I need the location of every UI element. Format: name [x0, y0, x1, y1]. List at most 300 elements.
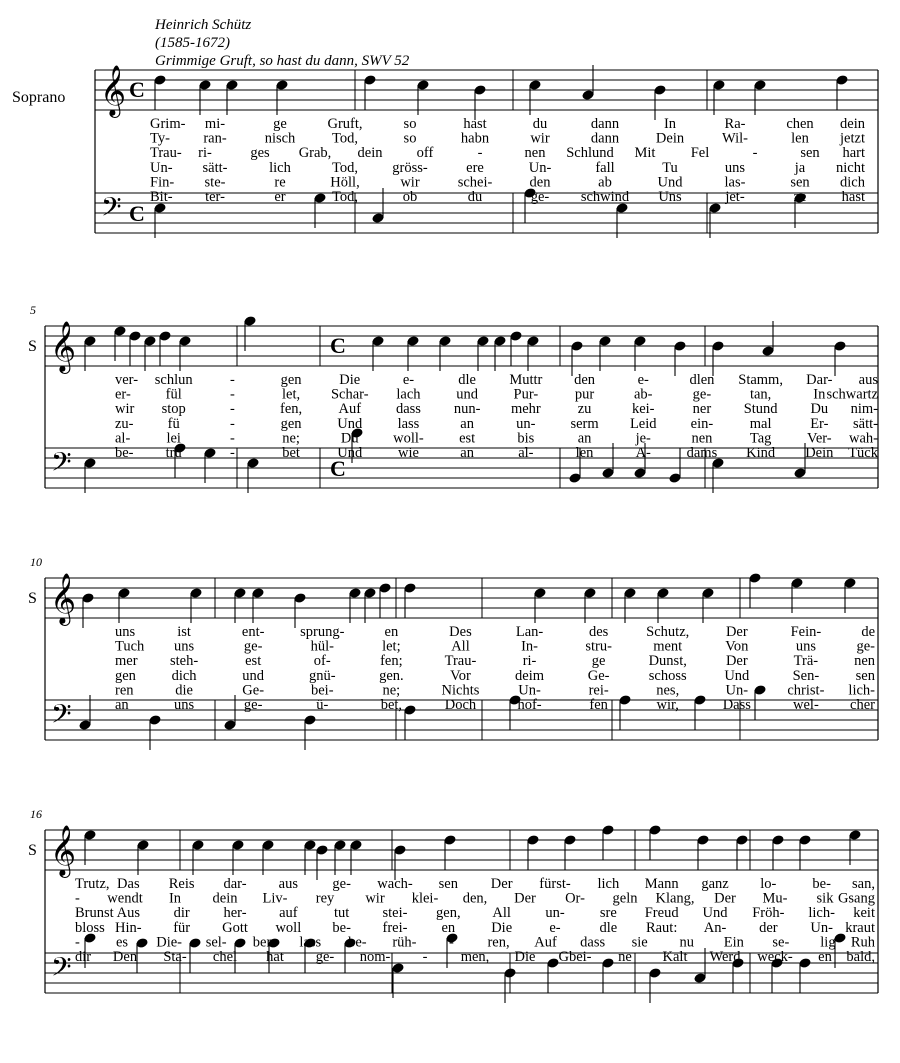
- lyric-syllable: die: [175, 682, 193, 699]
- lyric-syllable: rüh-: [392, 934, 417, 951]
- lyric-syllable: ter-: [205, 189, 225, 205]
- lyric-syllable: wendt: [107, 890, 143, 907]
- lyric-syllable: Sta-: [163, 949, 187, 965]
- lyric-syllable: All: [492, 905, 511, 922]
- lyric-syllable: ge-: [856, 638, 875, 655]
- lyric-syllable: Gott: [222, 919, 248, 936]
- lyric-syllable: len: [575, 445, 594, 461]
- lyric-syllable: bloss: [75, 919, 105, 936]
- lyric-syllable: mer: [115, 653, 138, 670]
- lyric-syllable: ü-: [316, 697, 329, 713]
- lyric-syllable: chel: [212, 949, 238, 965]
- lyric-syllable: Bit-: [150, 189, 173, 205]
- lyric-syllable: wir: [530, 130, 550, 147]
- lyric-syllable: be-: [115, 445, 134, 461]
- lyric-syllable: nim-: [850, 401, 878, 418]
- lyric-syllable: ges: [250, 145, 270, 162]
- lyric-syllable: -: [75, 934, 80, 951]
- lyric-syllable: sre: [599, 905, 617, 922]
- lyric-syllable: bet: [282, 445, 300, 461]
- lyric-syllable: Freud: [644, 905, 679, 922]
- lyric-syllable: e-: [549, 919, 561, 936]
- lyric-syllable: Un-: [810, 919, 833, 936]
- lyric-syllable: dass: [580, 934, 606, 951]
- lyric-syllable: Die: [491, 919, 513, 936]
- lyric-syllable: e-: [402, 372, 415, 388]
- lyric-syllable: Des: [449, 624, 472, 640]
- lyric-syllable: Wil-: [722, 130, 748, 147]
- lyric-syllable: uns: [724, 159, 746, 176]
- lyric-syllable: ge-: [530, 189, 550, 205]
- lyric-syllable: Ra-: [724, 116, 746, 132]
- lyric-syllable: dar-: [223, 876, 247, 892]
- lyric-syllable: stru-: [585, 638, 612, 655]
- lyric-syllable: kraut: [845, 919, 875, 936]
- lyric-syllable: In: [168, 890, 182, 907]
- lyric-syllable: wir: [115, 401, 135, 418]
- lyric-syllable: fen,: [280, 401, 303, 418]
- lyric-syllable: al-: [115, 430, 131, 447]
- lyric-syllable: Tod,: [332, 159, 358, 176]
- lyric-syllable: -: [75, 890, 80, 907]
- lyric-syllable: An-: [703, 919, 727, 936]
- lyric-syllable: sen: [790, 174, 810, 191]
- lyric-syllable: er-: [115, 386, 131, 403]
- lyric-syllable: sen: [438, 876, 459, 892]
- lyric-syllable: ob: [402, 189, 418, 205]
- lyric-syllable: ver-: [115, 372, 139, 388]
- lyric-syllable: des: [588, 624, 609, 640]
- lyric-syllable: Un-: [518, 682, 541, 699]
- lyric-syllable: christ-: [787, 682, 825, 699]
- bass-clef: 𝄢: [51, 952, 72, 988]
- lyric-syllable: Tück: [848, 445, 878, 461]
- lyric-syllable: Aus: [116, 905, 141, 922]
- lyric-syllable: Der: [725, 624, 748, 640]
- lyric-syllable: Und: [337, 415, 363, 432]
- lyric-syllable: All: [451, 638, 470, 655]
- lyric-syllable: woll: [275, 919, 302, 936]
- lyric-syllable: ere: [466, 159, 484, 176]
- lyric-syllable: nu: [679, 934, 695, 951]
- lyric-syllable: wir: [365, 890, 385, 907]
- lyric-syllable: Von: [725, 638, 749, 655]
- lyric-syllable: wel-: [793, 697, 819, 713]
- lyric-syllable: ab-: [633, 386, 653, 403]
- lyric-syllable: lich-: [848, 682, 875, 699]
- lyric-syllable: ri-: [522, 653, 537, 670]
- lyric-syllable: bet,: [380, 697, 403, 713]
- lyric-syllable: schoss: [648, 667, 687, 684]
- lyric-syllable: ren,: [487, 934, 510, 951]
- bass-clef: 𝄢: [101, 192, 122, 228]
- lyric-syllable: hül-: [310, 638, 334, 655]
- lyric-syllable: Die: [514, 949, 536, 965]
- lyric-syllable: je-: [635, 430, 651, 447]
- lyric-syllable: uns: [115, 624, 136, 640]
- lyric-syllable: las-: [724, 174, 746, 191]
- lyric-syllable: Pur-: [513, 386, 539, 403]
- lyric-syllable: gen: [280, 415, 302, 432]
- lyric-syllable: In: [813, 386, 826, 403]
- lyric-syllable: nen: [854, 653, 875, 670]
- lyric-syllable: Trau-: [444, 653, 477, 670]
- lyric-syllable: Und: [702, 905, 728, 922]
- lyric-syllable: Kind: [746, 445, 776, 461]
- lyric-syllable: Ge-: [242, 682, 265, 699]
- lyric-syllable: dle: [458, 372, 477, 388]
- lyric-syllable: ner: [692, 401, 712, 418]
- lyric-syllable: Der: [714, 890, 736, 907]
- lyric-syllable: aus: [278, 876, 299, 892]
- lyric-syllable: Dein: [655, 130, 685, 147]
- lyric-syllable: Ver-: [806, 430, 832, 447]
- lyric-syllable: ren: [115, 682, 134, 699]
- lyric-syllable: Den: [112, 949, 138, 965]
- lyric-syllable: Tuch: [115, 638, 145, 655]
- lyric-syllable: der: [759, 919, 778, 936]
- lyric-syllable: an: [115, 697, 129, 713]
- lyric-syllable: Gbei-: [558, 949, 592, 965]
- lyric-syllable: Grim-: [150, 116, 186, 132]
- lyric-syllable: serm: [570, 415, 599, 432]
- lyric-syllable: Brunst: [75, 905, 114, 922]
- lyric-syllable: Muttr: [509, 372, 543, 388]
- lyric-syllable: fü: [167, 415, 180, 432]
- lyric-syllable: an: [577, 430, 592, 447]
- lyric-syllable: er: [274, 189, 286, 205]
- lyric-syllable: al-: [518, 445, 534, 461]
- lyric-syllable: dein: [840, 116, 865, 132]
- lyric-syllable: lass: [397, 415, 420, 432]
- lyric-syllable: lich-: [808, 905, 835, 922]
- lyric-syllable: en: [384, 624, 399, 640]
- lyric-syllable: klei-: [411, 890, 439, 907]
- lyric-syllable: schlun: [154, 372, 193, 388]
- lyric-syllable: so: [403, 116, 417, 132]
- measure-number: 16: [30, 807, 42, 821]
- lyric-syllable: Tag: [749, 430, 772, 447]
- lyric-syllable: Raut:: [645, 919, 678, 936]
- lyric-syllable: hat: [266, 949, 284, 965]
- lyric-syllable: A-: [635, 445, 651, 461]
- lyric-syllable: en: [818, 949, 832, 965]
- lyric-syllable: lass: [299, 934, 322, 951]
- lyric-syllable: sel-: [205, 934, 227, 951]
- lyric-syllable: Tod,: [332, 189, 358, 205]
- lyric-syllable: woll-: [393, 430, 424, 447]
- lyric-syllable: Der: [490, 876, 513, 892]
- lyric-syllable: steh-: [169, 653, 199, 670]
- lyric-syllable: an: [460, 415, 474, 432]
- instrument-label: Soprano: [12, 89, 66, 106]
- lyric-syllable: keit: [853, 905, 875, 922]
- lyric-syllable: Schar-: [330, 386, 369, 403]
- lyric-syllable: rey: [315, 890, 335, 907]
- lyric-syllable: Fröh-: [752, 905, 785, 922]
- lyric-syllable: un-: [545, 905, 565, 922]
- lyric-syllable: Trutz,: [75, 876, 110, 892]
- lyric-syllable: du: [467, 189, 483, 205]
- lyric-syllable: dlen: [689, 372, 715, 388]
- lyric-syllable: Vor: [450, 667, 471, 684]
- bass-clef: 𝄢: [51, 699, 72, 735]
- lyric-syllable: nisch: [264, 130, 296, 147]
- lyric-syllable: Tu: [662, 159, 678, 176]
- lyric-syllable: wie: [397, 445, 419, 461]
- lyric-syllable: trü: [165, 445, 182, 461]
- lyric-syllable: den,: [462, 890, 488, 907]
- lyric-syllable: zu: [577, 401, 592, 418]
- lyric-syllable: ist: [177, 624, 191, 640]
- lyric-syllable: Ein: [723, 934, 744, 951]
- lyric-syllable: jet-: [725, 189, 745, 205]
- lyric-syllable: so: [403, 130, 417, 147]
- lyric-syllable: ne: [618, 949, 632, 965]
- lyric-syllable: Ge-: [587, 667, 610, 684]
- lyric-syllable: Un-: [725, 682, 749, 699]
- lyric-syllable: be-: [812, 876, 831, 892]
- lyric-syllable: Auf: [534, 934, 557, 951]
- lyric-syllable: nom-: [359, 949, 391, 965]
- instrument-abbrev: S: [28, 590, 37, 607]
- lyric-syllable: Schlund: [566, 145, 614, 162]
- lyric-syllable: Und: [337, 445, 363, 461]
- lyric-syllable: Die: [339, 372, 361, 388]
- lyric-syllable: fen: [589, 697, 608, 713]
- lyric-syllable: Der: [725, 653, 748, 670]
- lyric-syllable: fall: [595, 159, 615, 176]
- lyric-syllable: hast: [463, 116, 487, 132]
- lyric-syllable: dass: [395, 401, 421, 418]
- lyric-syllable: dir: [173, 905, 190, 922]
- lyric-syllable: uns: [174, 697, 195, 713]
- lyric-syllable: für: [173, 919, 191, 936]
- lyric-syllable: gröss-: [392, 159, 428, 176]
- lyric-syllable: Leid: [629, 415, 657, 432]
- lyric-syllable: dich: [840, 174, 865, 191]
- instrument-abbrev: S: [28, 338, 37, 355]
- time-signature: C: [129, 201, 145, 226]
- lyric-syllable: len: [791, 130, 809, 147]
- lyric-syllable: lich: [269, 159, 291, 176]
- lyric-syllable: mehr: [510, 401, 541, 418]
- lyric-syllable: ne;: [382, 682, 401, 699]
- lyric-syllable: Du: [810, 401, 829, 418]
- lyric-syllable: Klang,: [655, 890, 695, 907]
- lyric-syllable: mal: [749, 415, 772, 432]
- lyric-syllable: gen: [115, 667, 136, 684]
- lyric-syllable: e-: [637, 372, 649, 388]
- treble-clef: 𝄞: [50, 826, 77, 875]
- lyric-syllable: Der: [514, 890, 536, 907]
- lyric-syllable: du: [532, 116, 548, 132]
- lyric-syllable: frei-: [382, 919, 408, 936]
- lyric-syllable: In: [663, 116, 677, 132]
- time-signature: C: [129, 77, 145, 102]
- lyric-syllable: men,: [460, 949, 490, 965]
- lyric-syllable: en: [441, 919, 456, 936]
- lyric-syllable: kei-: [631, 401, 655, 418]
- lyric-syllable: Doch: [444, 697, 477, 713]
- piece-title: Grimmige Gruft, so hast du dann, SWV 52: [155, 53, 410, 69]
- lyric-syllable: Stamm,: [738, 372, 783, 388]
- lyric-syllable: Gsang: [837, 890, 875, 907]
- lyric-syllable: Dar-: [806, 372, 833, 388]
- lyric-syllable: Nichts: [441, 682, 480, 699]
- lyric-syllable: uns: [174, 638, 195, 655]
- lyric-syllable: Die-: [156, 934, 183, 951]
- lyric-syllable: ganz: [701, 876, 729, 892]
- lyric-syllable: est: [245, 653, 262, 670]
- lyric-syllable: Uns: [658, 189, 682, 205]
- lyric-syllable: nes,: [656, 682, 680, 699]
- lyric-syllable: -: [229, 445, 235, 461]
- lyric-syllable: dein: [212, 890, 238, 907]
- lyric-syllable: -: [229, 430, 235, 447]
- lyric-syllable: ge-: [243, 697, 263, 713]
- lyric-syllable: pur: [574, 386, 595, 403]
- lyric-syllable: Mann: [644, 876, 679, 892]
- lyric-syllable: -: [752, 145, 758, 162]
- lyric-syllable: se-: [772, 934, 790, 951]
- lyric-syllable: Und: [724, 667, 750, 684]
- lyric-syllable: weck-: [757, 949, 793, 965]
- lyric-syllable: fen;: [380, 653, 403, 670]
- lyric-syllable: her-: [223, 905, 247, 922]
- lyric-syllable: es: [116, 934, 129, 951]
- lyric-syllable: Schutz,: [646, 624, 690, 640]
- lyric-syllable: Mit: [634, 145, 656, 162]
- lyric-syllable: deim: [515, 667, 545, 684]
- lyric-syllable: tut: [334, 905, 350, 922]
- lyric-syllable: Kalt: [662, 949, 688, 965]
- lyric-syllable: Dass: [722, 697, 751, 713]
- lyric-syllable: ein-: [690, 415, 714, 432]
- lyric-syllable: bald,: [846, 949, 875, 965]
- lyric-syllable: nun-: [453, 401, 481, 418]
- lyric-syllable: stei-: [382, 905, 408, 922]
- lyric-syllable: Trä-: [793, 653, 819, 670]
- lyric-syllable: an: [460, 445, 474, 461]
- lyric-syllable: gen,: [436, 905, 461, 922]
- lyric-syllable: Grab,: [298, 145, 332, 162]
- lyric-syllable: nicht: [836, 159, 865, 176]
- lyric-syllable: sätt-: [202, 159, 228, 176]
- lyric-syllable: un-: [516, 415, 536, 432]
- time-signature: C: [330, 456, 346, 481]
- lyric-syllable: ge: [591, 653, 606, 670]
- lyric-syllable: -: [229, 415, 235, 432]
- lyric-syllable: dle: [599, 919, 618, 936]
- composer-name: Heinrich Schütz: [155, 17, 252, 33]
- lyric-syllable: nen: [524, 145, 546, 162]
- lyric-syllable: sik: [816, 890, 834, 907]
- lyric-syllable: gnü-: [308, 667, 336, 684]
- lyric-syllable: stop: [161, 401, 186, 418]
- lyric-syllable: gen.: [379, 667, 404, 684]
- lyric-syllable: de: [861, 624, 875, 640]
- lyric-syllable: Un-: [528, 159, 552, 176]
- lyric-syllable: wir,: [656, 697, 679, 713]
- lyric-syllable: bei-: [310, 682, 334, 699]
- lyric-syllable: Werd: [709, 949, 741, 965]
- lyric-syllable: wach-: [377, 876, 413, 892]
- lyric-syllable: -: [229, 401, 235, 418]
- lyric-syllable: gen: [280, 372, 302, 388]
- lyric-syllable: nen: [691, 430, 713, 447]
- lyric-syllable: Fel: [690, 145, 710, 162]
- lyric-syllable: Un-: [150, 159, 173, 176]
- lyric-syllable: lich: [597, 876, 620, 892]
- lyric-syllable: ent-: [241, 624, 265, 640]
- lyric-syllable: Or-: [565, 890, 585, 907]
- lyric-syllable: bis: [517, 430, 535, 447]
- lyric-syllable: ge-: [315, 949, 335, 965]
- lyric-syllable: -: [422, 949, 428, 965]
- lyric-syllable: hof-: [517, 697, 542, 713]
- lyric-syllable: jetzt: [840, 130, 865, 147]
- lyric-syllable: Er-: [810, 415, 829, 432]
- lyric-syllable: Reis: [168, 876, 195, 892]
- lyric-syllable: est: [459, 430, 476, 447]
- lyric-syllable: Höll,: [330, 174, 360, 191]
- lyric-syllable: ze: [793, 189, 807, 205]
- treble-clef: 𝄞: [50, 322, 77, 371]
- lyric-syllable: Fein-: [790, 624, 822, 640]
- lyric-syllable: schwartz: [826, 386, 878, 403]
- lyric-syllable: und: [242, 667, 265, 684]
- measure-number: 5: [30, 303, 36, 317]
- lyric-syllable: Dein: [805, 445, 834, 461]
- lyric-syllable: ben: [252, 934, 274, 951]
- lyric-syllable: auf: [279, 905, 298, 922]
- lyric-syllable: be-: [348, 934, 367, 951]
- lyric-syllable: fül: [165, 386, 182, 403]
- lyric-syllable: Und: [657, 174, 683, 191]
- lyric-syllable: ne;: [282, 430, 300, 447]
- lyric-syllable: ge-: [692, 386, 712, 403]
- lyric-syllable: habn: [460, 130, 490, 147]
- lyric-syllable: Fin-: [150, 174, 175, 191]
- lyric-syllable: Liv-: [262, 890, 288, 907]
- lyric-syllable: hast: [841, 189, 865, 205]
- lyric-syllable: ri-: [198, 145, 212, 162]
- lyric-syllable: Auf: [338, 401, 362, 418]
- lyric-syllable: chen: [786, 116, 814, 132]
- lyric-syllable: lei: [166, 430, 181, 447]
- lyric-syllable: sen: [800, 145, 820, 162]
- lyric-syllable: off: [416, 145, 434, 162]
- lyric-syllable: Hin-: [115, 919, 142, 936]
- lyric-syllable: dich: [171, 667, 197, 684]
- lyric-syllable: ge-: [243, 638, 263, 655]
- lyric-syllable: schei-: [457, 174, 493, 191]
- lyric-syllable: Trau-: [150, 145, 182, 162]
- lyric-syllable: wah-: [849, 430, 878, 447]
- lyric-syllable: lig: [820, 934, 836, 951]
- lyric-syllable: cher: [850, 697, 875, 713]
- lyric-syllable: -: [477, 145, 483, 162]
- lyric-syllable: rei-: [588, 682, 609, 699]
- lyric-syllable: -: [449, 934, 454, 951]
- lyric-syllable: -: [229, 386, 235, 403]
- lyric-syllable: In-: [521, 638, 539, 655]
- lyric-syllable: dann: [590, 116, 620, 132]
- composer-dates: (1585-1672): [155, 35, 230, 51]
- lyric-syllable: und: [456, 386, 479, 403]
- lyric-syllable: re: [274, 174, 286, 191]
